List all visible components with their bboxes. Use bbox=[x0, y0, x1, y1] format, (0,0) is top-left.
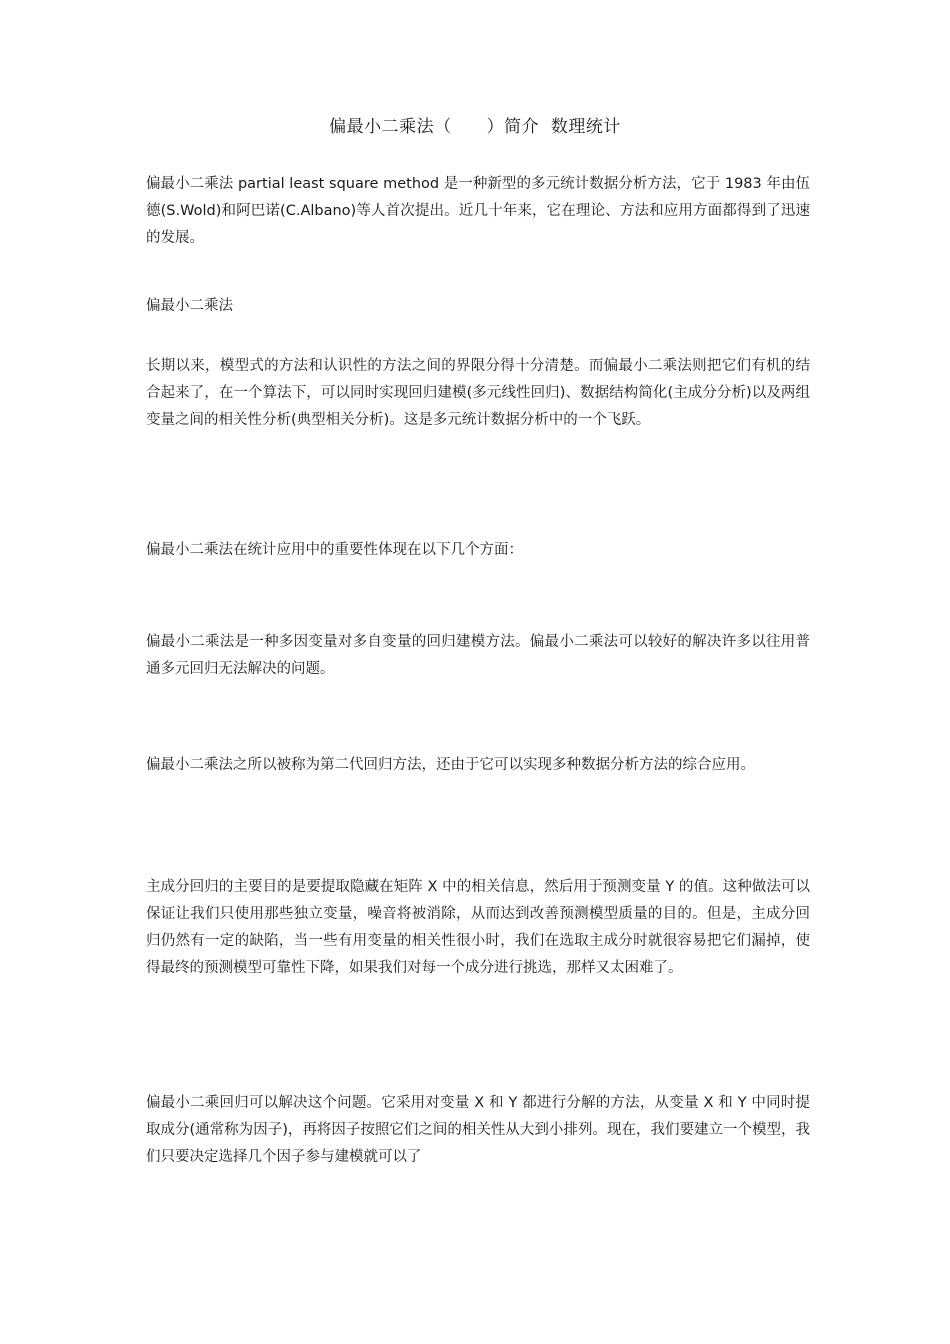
paragraph-method-combination: 长期以来，模型式的方法和认识性的方法之间的界限分得十分清楚。而偏最小二乘法则把它们有机的结合起来了，在一个算法下，可以同时实现回归建模(多元线性回归)、数据结构简化(主成分分析)以及两组变量之间的相关性分析(典型相关分析)。这是多元统计数据分析中的一个飞跃。 bbox=[146, 358, 810, 428]
document-title: 偏最小二乘法（ ）简介 数理统计 bbox=[329, 117, 621, 137]
paragraph-pls-solution: 偏最小二乘回归可以解决这个问题。它采用对变量 X 和 Y 都进行分解的方法，从变量 X 和 Y 中同时提取成分(通常称为因子)，再将因子按照它们之间的相关性从大到小排列。现在，我们要建立一个模型，我们只要决定选择几个因子参与建模就可以了 bbox=[146, 1095, 810, 1165]
paragraph-multi-dependent: 偏最小二乘法是一种多因变量对多自变量的回归建模方法。偏最小二乘法可以较好的解决许多以往用普通多元回归无法解决的问题。 bbox=[146, 634, 810, 677]
paragraph-introduction: 偏最小二乘法 partial least square method 是一种新型的多元统计数据分析方法，它于 1983 年由伍德(S.Wold)和阿巴诺(C.Albano)等人首次提出。近几十年来，它在理论、方法和应用方面都得到了迅速的发展。 bbox=[146, 176, 810, 246]
paragraph-second-generation: 偏最小二乘法之所以被称为第二代回归方法，还由于它可以实现多种数据分析方法的综合应用。 bbox=[146, 757, 755, 773]
paragraph-importance-lead: 偏最小二乘法在统计应用中的重要性体现在以下几个方面： bbox=[146, 542, 523, 558]
paragraph-section-heading: 偏最小二乘法 bbox=[146, 298, 233, 314]
paragraph-principal-component: 主成分回归的主要目的是要提取隐藏在矩阵 X 中的相关信息，然后用于预测变量 Y 的值。这种做法可以保证让我们只使用那些独立变量，噪音将被消除，从而达到改善预测模型质量的目的。但是，主成分回归仍然有一定的缺陷，当一些有用变量的相关性很小时，我们在选取主成分时就很容易把它们漏掉，使得最终的预测模型可靠性下降，如果我们对每一个成分进行挑选，那样又太困难了。 bbox=[146, 879, 810, 976]
